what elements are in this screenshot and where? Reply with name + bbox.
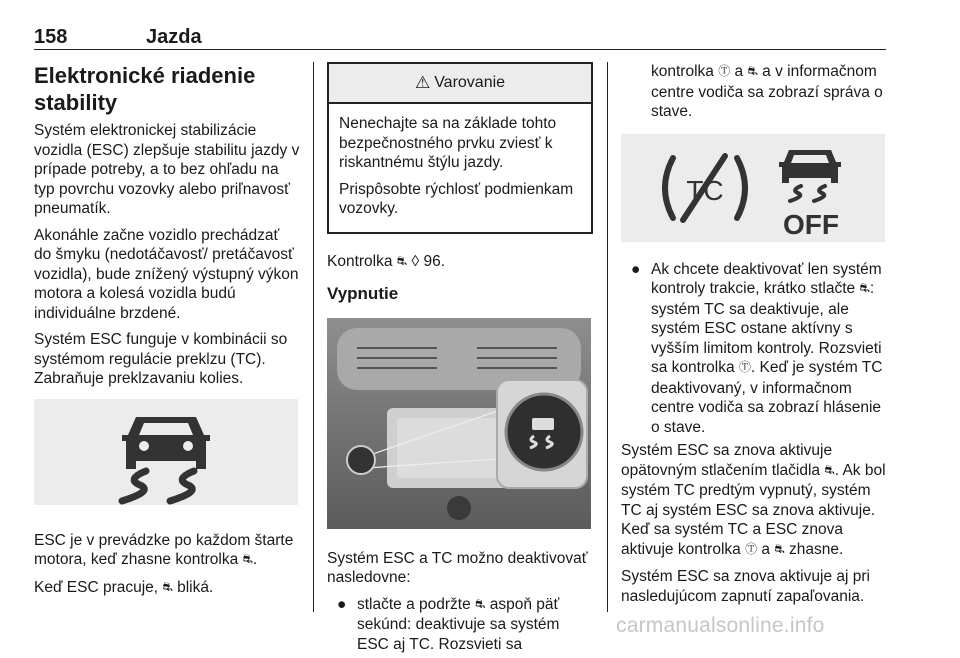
column-2 [327, 62, 593, 658]
list-continuation: kontrolka Ⓣ a ⛐ a v informačnom centre vodiča sa zobrazí správa o stave. [651, 63, 883, 120]
esc-button-icon: ⛐ [475, 596, 486, 611]
paragraph: Systém ESC a TC možno deaktivovať nasledovne: [327, 549, 588, 586]
esc-off-lamp-icon: ⛐ [747, 64, 758, 78]
instruction-list [621, 260, 886, 438]
warning-triangle-icon: ⚠ [414, 73, 431, 93]
warning-heading: Varovanie [434, 74, 506, 92]
tc-off-lamp-icon: Ⓣ [745, 541, 758, 556]
paragraph: Keď ESC pracuje, ⛐ bliká. [34, 578, 214, 596]
warning-text: Nenechajte sa na základe tohto bezpečnostného prvku zviesť k riskantnému štýlu jazdy. [339, 115, 557, 171]
tc-icon-text: TC [686, 174, 724, 206]
paragraph: Systém ESC sa znova aktivuje opätovným stlačením tlačidla ⛐. Ak bol systém TC predtým vypnutý, systém TC aj systém ESC sa znova aktivuje. Keď sa systém TC a ESC znova aktivuje kontrolka Ⓣ a ⛐ zhasne. [621, 442, 886, 558]
esc-lamp-icon: ⛐ [242, 552, 253, 566]
paragraph: Systém ESC sa znova aktivuje aj pri nasledujúcom zapnutí zapaľovania. [621, 568, 870, 605]
warning-box [327, 62, 593, 234]
reference-line: Kontrolka ⛐ ◊ 96. [327, 252, 446, 270]
paragraph: Akonáhle začne vozidlo prechádzať do šmyku (nedotáčavosť/ pretáčavosť vozidla), bude znížený výstupný výkon motora a kolesá vozidla budú individuálne brzdené. [34, 226, 299, 322]
column-divider [313, 62, 314, 612]
dashboard-esc-button-illustration [327, 318, 591, 529]
page-number: 158 [34, 26, 68, 48]
tc-off-and-esc-off-icons [621, 134, 885, 242]
off-icon-text: OFF [783, 208, 839, 240]
reference-arrow-icon: ◊ [411, 252, 420, 270]
list-item: ● Ak chcete deaktivovať len systém kontroly trakcie, krátko stlačte ⛐: systém TC sa deaktivuje, ale systém ESC ostane aktívny s vyšším limitom kontroly. Rozsvieti sa kontrolka Ⓣ. Keď je systém TC deaktivovaný, v informačnom centre vodiča sa zobrazí hlásenie o stave. [631, 260, 883, 436]
esc-lamp-icon: ⛐ [162, 579, 173, 594]
section-title: Jazda [146, 26, 202, 48]
subheading: Vypnutie [327, 284, 399, 303]
dashboard-photo [327, 318, 591, 529]
paragraph: ESC je v prevádzke po každom štarte motora, keď zhasne kontrolka ⛐. [34, 531, 294, 568]
esc-button-icon: ⛐ [824, 462, 835, 477]
warning-text: Prispôsobte rýchlosť podmienkam vozovky. [339, 180, 574, 217]
tc-off-lamp-icon: Ⓣ [718, 64, 731, 78]
instruction-list [327, 595, 593, 655]
paragraph: Systém elektronickej stabilizácie vozidla (ESC) zlepšuje stabilitu jazdy v prípade potreby, a to bez ohľadu na typ povrchu vozovky alebo priľnavosť pneumatík. [34, 122, 300, 217]
watermark: carmanualsonline.info [616, 614, 825, 637]
esc-warning-lamp-figure [34, 399, 298, 505]
skidding-car-icon [34, 399, 298, 505]
warning-header [329, 64, 591, 104]
bullet: ● [631, 260, 641, 278]
tc-esc-off-lamps-figure [621, 134, 885, 242]
list-item: ● stlačte a podržte ⛐ aspoň päť sekúnd: deaktivuje sa systém ESC aj TC. Rozsvieti sa [337, 595, 560, 653]
esc-button-icon: ⛐ [859, 281, 870, 295]
column-3 [621, 62, 886, 613]
page-header [34, 20, 886, 50]
esc-off-lamp-icon: ⛐ [774, 541, 785, 556]
tc-off-lamp-icon: Ⓣ [738, 360, 751, 374]
column-1 [34, 62, 300, 605]
article-title: Elektronické riadenie stability [34, 63, 256, 115]
paragraph: Systém ESC funguje v kombinácii so systémom regulácie preklzu (TC). Zabraňuje preklzavaniu kolies. [34, 331, 288, 387]
bullet: ● [337, 595, 347, 613]
esc-lamp-icon: ⛐ [396, 253, 408, 268]
column-divider [607, 62, 608, 612]
